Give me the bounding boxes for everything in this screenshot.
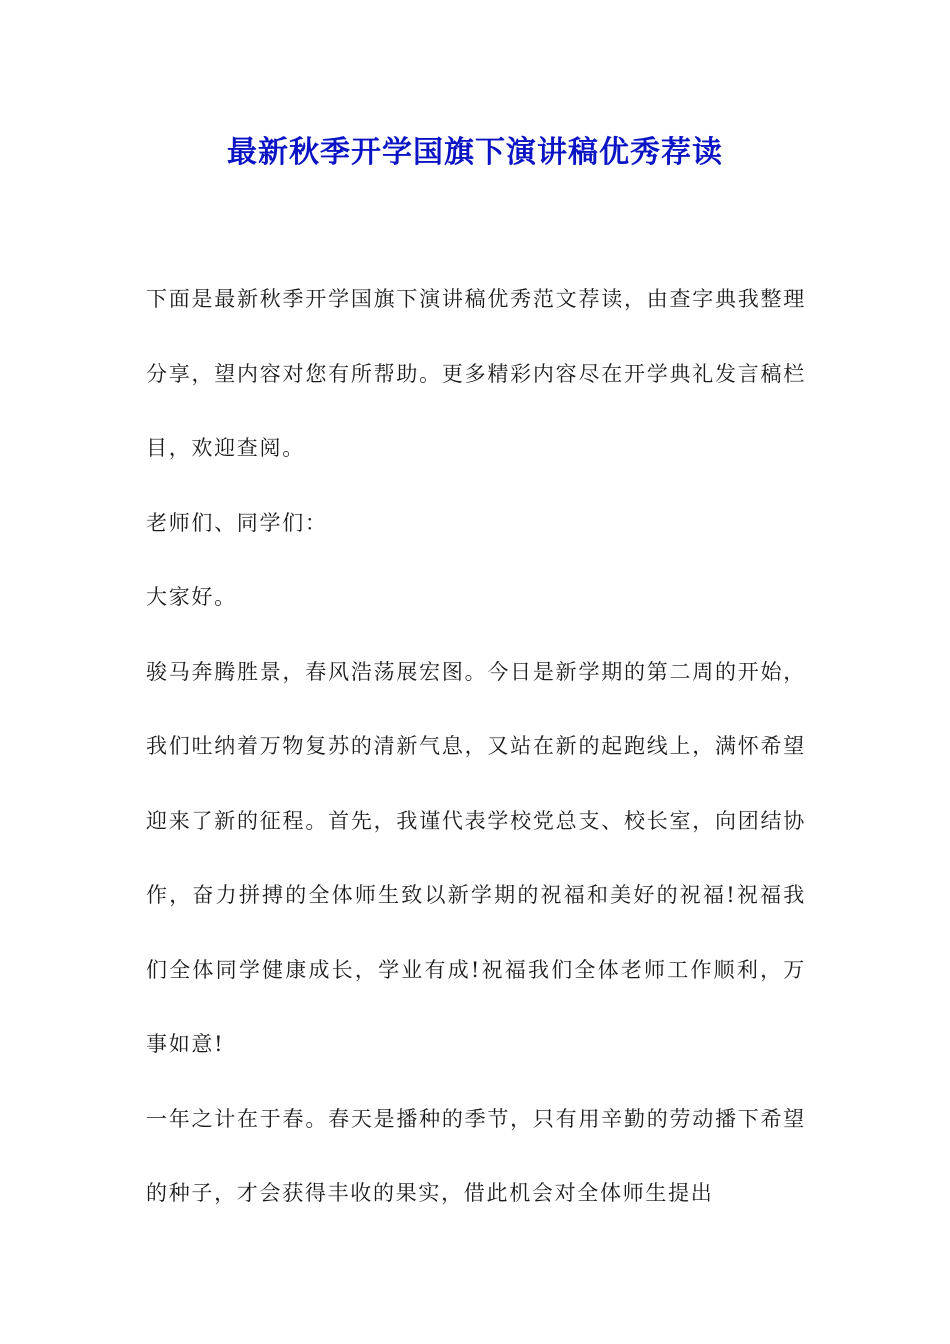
document-title: 最新秋季开学国旗下演讲稿优秀荐读: [227, 135, 723, 170]
paragraph-salutation: 老师们、同学们：: [146, 510, 328, 535]
paragraph-spring: 一年之计在于春。春天是播种的季节，只有用辛勤的劳动播下希望的种子，才会获得丰收的果实，借此机会对全体师生提出: [146, 1106, 806, 1205]
paragraph-intro: 下面是最新秋季开学国旗下演讲稿优秀范文荐读，由查字典我整理分享，望内容对您有所帮助。更多精彩内容尽在开学典礼发言稿栏目，欢迎查阅。: [146, 287, 806, 460]
document-body: [146, 262, 806, 1231]
paragraph-opening: 骏马奔腾胜景，春风浩荡展宏图。今日是新学期的第二周的开始，我们吐纳着万物复苏的清新气息，又站在新的起跑线上，满怀希望迎来了新的征程。首先，我谨代表学校党总支、校长室，向团结协作，奋力拼搏的全体师生致以新学期的祝福和美好的祝福!祝福我们全体同学健康成长，学业有成!祝福我们全体老师工作顺利，万事如意!: [146, 659, 806, 1056]
paragraph-greeting: 大家好。: [146, 585, 237, 609]
